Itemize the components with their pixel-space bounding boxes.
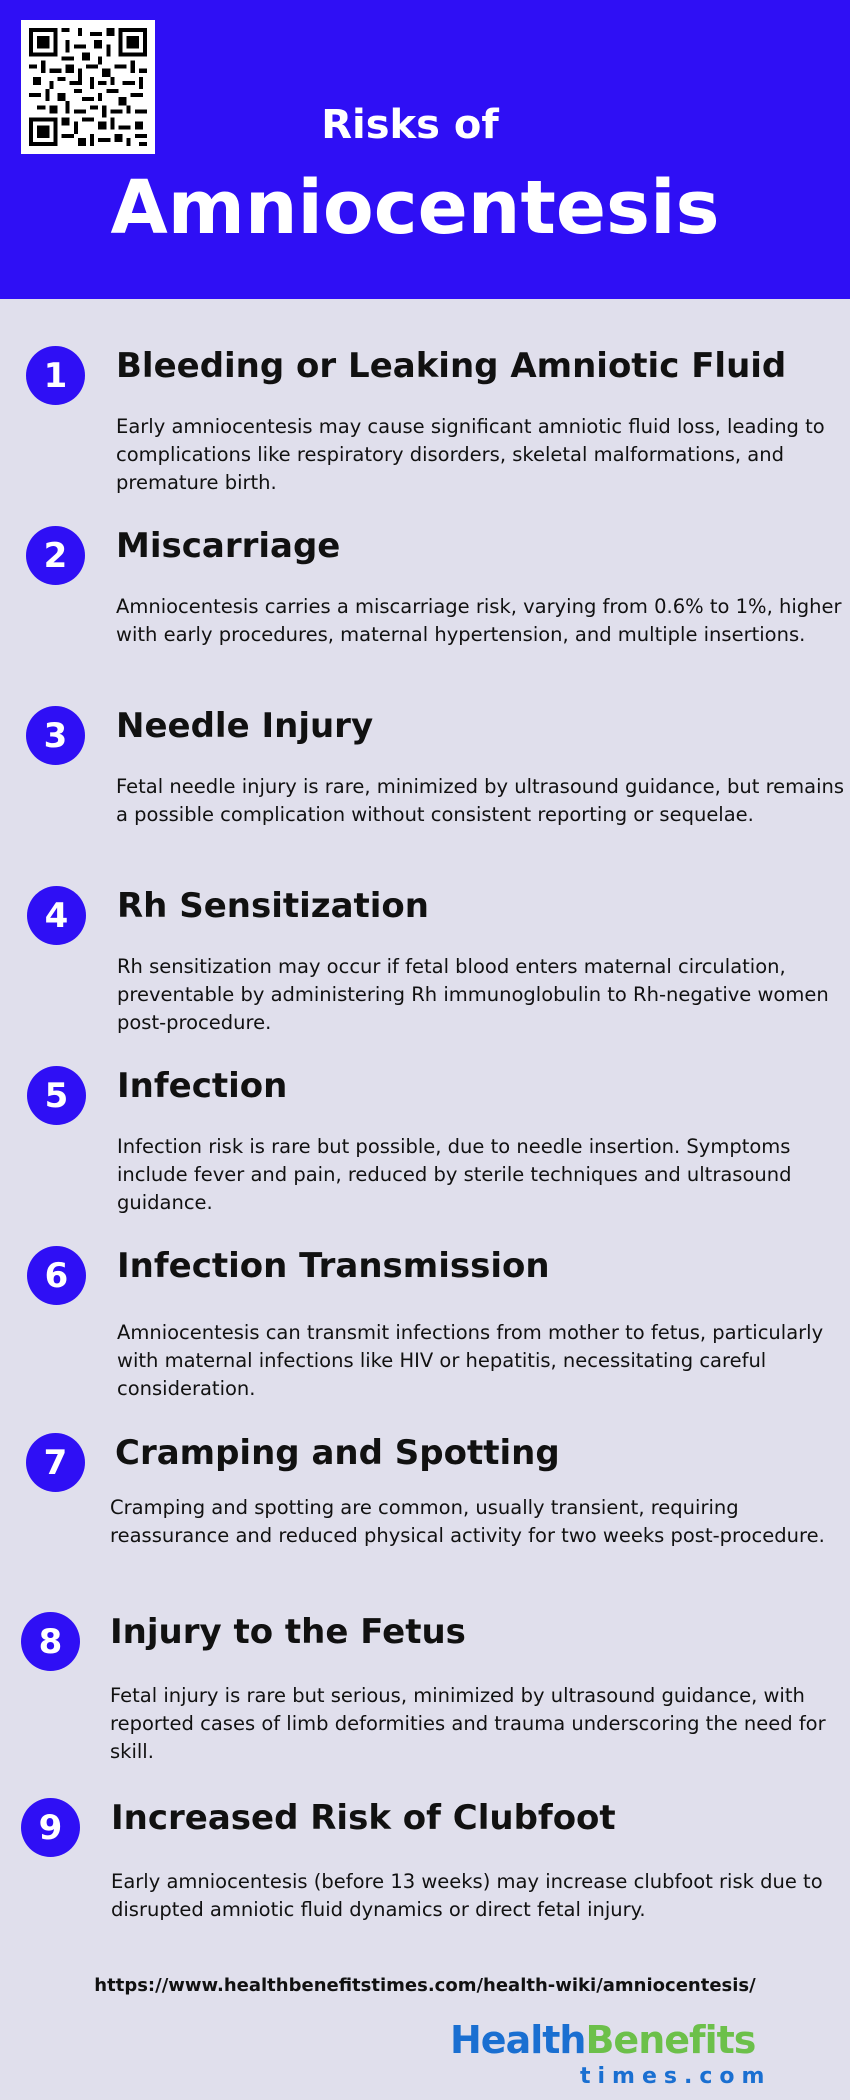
item-description: Amniocentesis carries a miscarriage risk, varying from 0.6% to 1%, higher with early procedures, maternal hypertension, and multiple insertions. [116, 595, 842, 646]
item-title: Infection [117, 1066, 288, 1106]
item-number-badge: 1 [26, 346, 85, 405]
item-title: Needle Injury [116, 706, 374, 746]
item-number-badge: 2 [26, 526, 85, 585]
healthbenefitstimes-logo[interactable] [450, 2018, 780, 2088]
item-number-badge: 4 [27, 886, 86, 945]
item-number-badge: 7 [26, 1433, 85, 1492]
item-number-badge: 5 [27, 1066, 86, 1125]
item-description: Early amniocentesis may cause significant amniotic fluid loss, leading to complications like respiratory disorders, skeletal malformations, and premature birth. [116, 415, 825, 494]
item-description: Cramping and spotting are common, usually transient, requiring reassurance and reduced physical activity for two weeks post-procedure. [110, 1496, 825, 1547]
item-description: Rh sensitization may occur if fetal blood enters maternal circulation, preventable by administering Rh immunoglobulin to Rh-negative women post-procedure. [117, 955, 829, 1034]
item-title: Bleeding or Leaking Amniotic Fluid [116, 346, 787, 386]
item-title: Increased Risk of Clubfoot [111, 1798, 616, 1838]
item-title: Infection Transmission [117, 1246, 550, 1286]
item-description: Early amniocentesis (before 13 weeks) may increase clubfoot risk due to disrupted amniotic fluid dynamics or direct fetal injury. [111, 1870, 823, 1921]
page-subtitle: Risks of [321, 102, 499, 148]
item-title: Miscarriage [116, 526, 341, 566]
logo-health-text: Health [450, 2018, 586, 2062]
header-banner [0, 0, 850, 299]
item-number-badge: 8 [21, 1612, 80, 1671]
logo-benefits-text: Benefits [585, 2018, 756, 2062]
logo-wordmark [450, 2018, 755, 2062]
item-number-badge: 6 [27, 1246, 86, 1305]
item-title: Injury to the Fetus [110, 1612, 466, 1652]
source-url-link[interactable]: https://www.healthbenefitstimes.com/health-wiki/amniocentesis/ [94, 1975, 756, 1996]
item-description: Fetal needle injury is rare, minimized by ultrasound guidance, but remains a possible complication without consistent reporting or sequelae. [116, 775, 845, 826]
item-number-badge: 9 [21, 1798, 80, 1857]
item-title: Cramping and Spotting [115, 1433, 560, 1473]
page-title: Amniocentesis [110, 165, 720, 251]
item-description: Infection risk is rare but possible, due to needle insertion. Symptoms include fever and pain, reduced by sterile techniques and ultrasound guidance. [117, 1135, 792, 1214]
item-description: Fetal injury is rare but serious, minimized by ultrasound guidance, with reported cases of limb deformities and trauma underscoring the need for skill. [110, 1684, 826, 1763]
item-number-badge: 3 [26, 706, 85, 765]
item-description: Amniocentesis can transmit infections from mother to fetus, particularly with maternal infections like HIV or hepatitis, necessitating careful consideration. [117, 1321, 824, 1400]
logo-times-text: times.com [580, 2064, 772, 2089]
item-title: Rh Sensitization [117, 886, 429, 926]
